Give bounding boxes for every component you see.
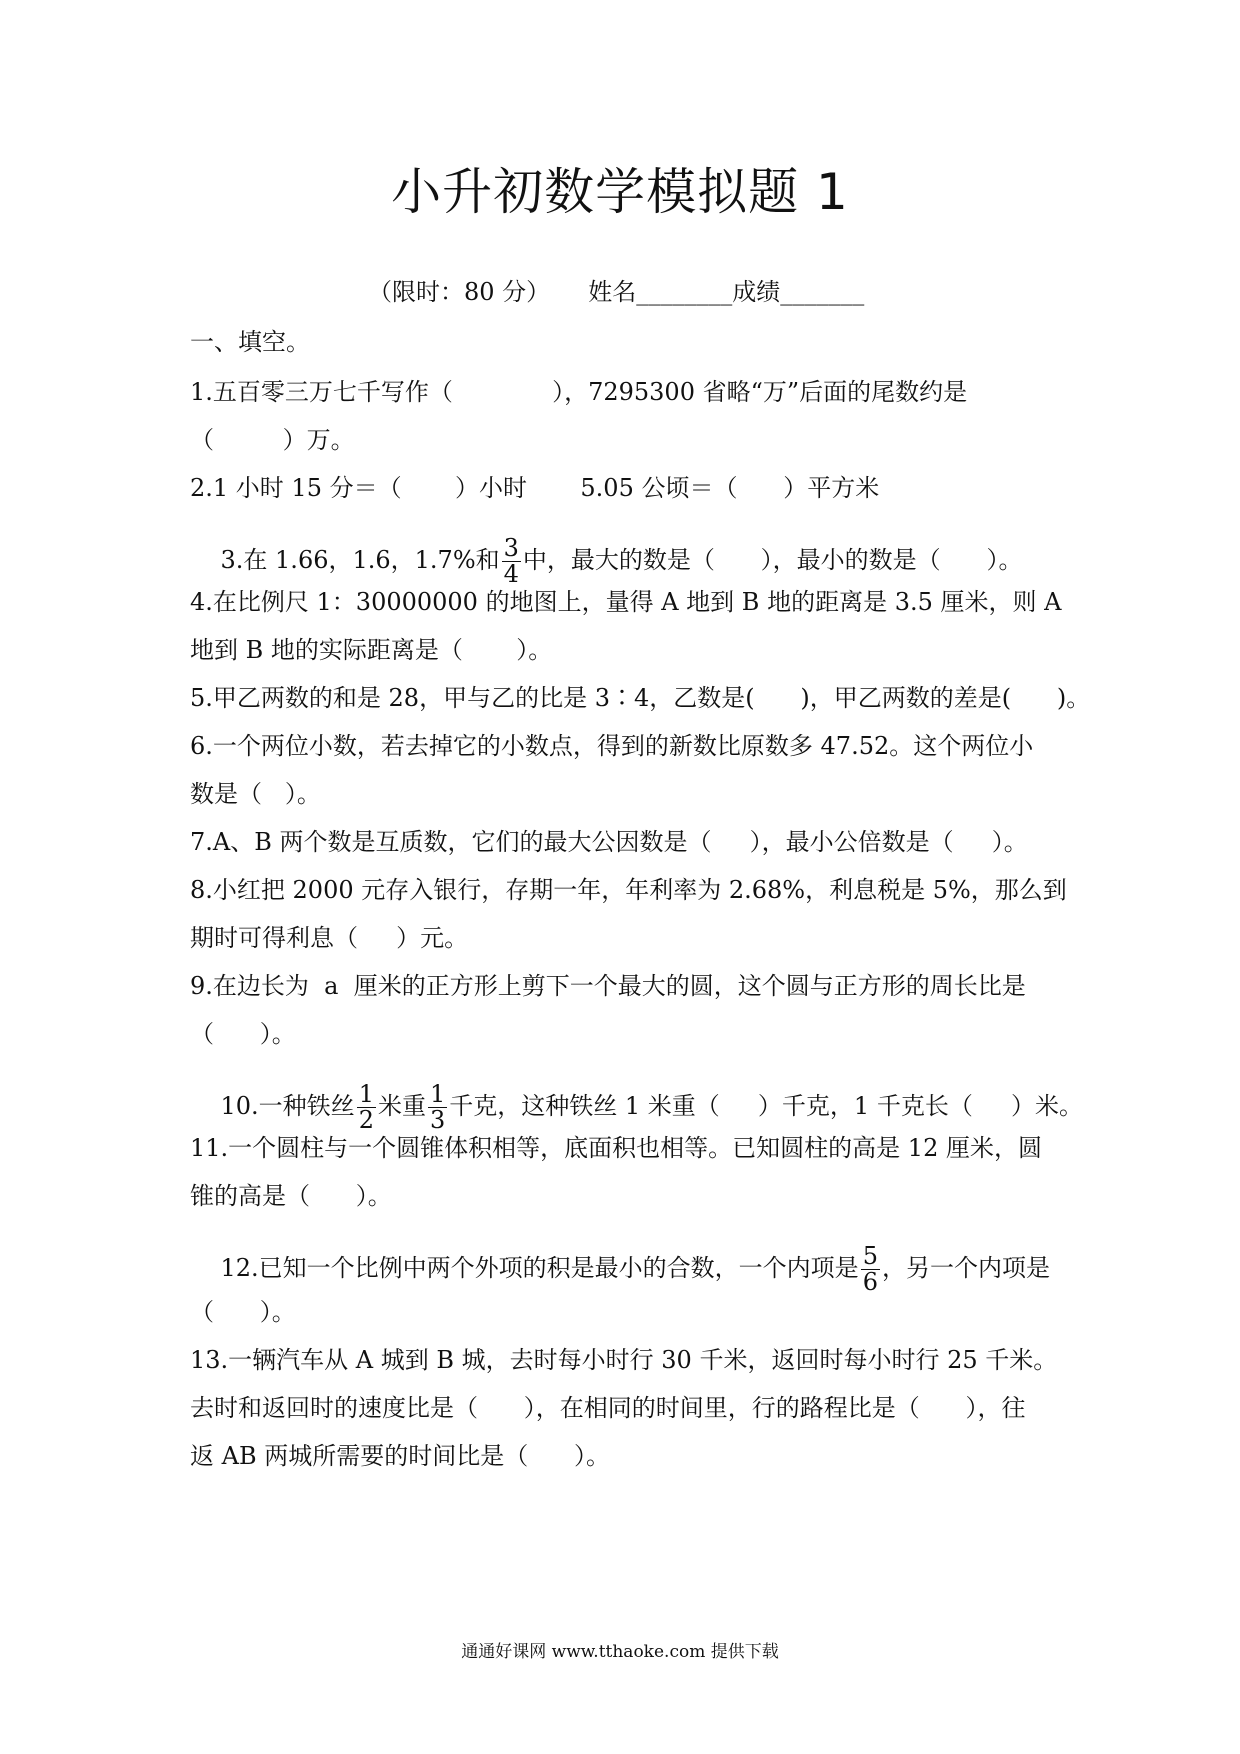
fraction-denominator: 6 xyxy=(862,1268,878,1297)
fraction-3-4 xyxy=(502,536,521,587)
fraction-numerator: 3 xyxy=(503,534,519,562)
question-12-text-a: 12.已知一个比例中两个外项的积是最小的合数，一个内项是 xyxy=(220,1254,859,1283)
fraction-denominator: 4 xyxy=(503,560,519,589)
question-11-line-1: 11.一个圆柱与一个圆锥体积相等，底面积也相等。已知圆柱的高是 12 厘米，圆 xyxy=(190,1134,1042,1162)
fraction-5-6 xyxy=(861,1244,880,1295)
fraction-numerator: 1 xyxy=(429,1080,446,1108)
question-13-line-1: 13.一辆汽车从 A 城到 B 城，去时每小时行 30 千米，返回时每小时行 25 千米。 xyxy=(190,1346,1058,1374)
question-2: 2.1 小时 15 分＝（ ）小时 5.05 公顷＝（ ）平方米 xyxy=(190,474,880,502)
fraction-numerator: 5 xyxy=(862,1242,878,1270)
question-12-text-b: ，另一个内项是 xyxy=(881,1254,1050,1283)
question-8-line-1: 8.小红把 2000 元存入银行，存期一年，年利率为 2.68%，利息税是 5%，那么到 xyxy=(190,876,1067,904)
question-6-line-2: 数是（ ）。 xyxy=(190,780,321,808)
question-1-line-2: （ ）万。 xyxy=(190,426,355,454)
page-title: 小升初数学模拟题 1 xyxy=(391,163,849,221)
question-7: 7.A、B 两个数是互质数，它们的最大公因数是（ ），最小公倍数是（ ）。 xyxy=(190,828,1028,856)
question-3-text-a: 3.在 1.66，1.6，1.7%和 xyxy=(220,546,500,575)
question-13-line-2: 去时和返回时的速度比是（ ），在相同的时间里，行的路程比是（ ），往 xyxy=(190,1394,1026,1422)
fraction-numerator: 1 xyxy=(358,1080,374,1108)
question-6-line-1: 6.一个两位小数，若去掉它的小数点，得到的新数比原数多 47.52。这个两位小 xyxy=(190,732,1034,760)
question-3-text-b: 中，最大的数是（ ），最小的数是（ ）。 xyxy=(522,546,1023,575)
question-10-text-b: 米重 xyxy=(377,1092,426,1121)
question-11-line-2: 锥的高是（ ）。 xyxy=(190,1182,392,1210)
question-8-line-2: 期时可得利息（ ）元。 xyxy=(190,924,469,952)
question-13-line-3: 返 AB 两城所需要的时间比是（ ）。 xyxy=(190,1442,610,1470)
section-heading: 一、填空。 xyxy=(190,328,310,356)
fraction-denominator: 2 xyxy=(358,1106,374,1135)
question-10-text-c: 千克，这种铁丝 1 米重（ ）千克，1 千克长（ ）米。 xyxy=(449,1092,1083,1121)
fraction-1-3 xyxy=(428,1082,447,1133)
fraction-1-2 xyxy=(357,1082,376,1133)
footer-source: 通通好课网 www.tthaoke.com 提供下载 xyxy=(461,1642,779,1662)
question-10-text-a: 10.一种铁丝 xyxy=(220,1092,355,1121)
question-1-line-1: 1.五百零三万七千写作（ ），7295300 省略“万”后面的尾数约是 xyxy=(190,378,968,406)
question-9-line-1: 9.在边长为 a 厘米的正方形上剪下一个最大的圆，这个圆与正方形的周长比是 xyxy=(190,972,1026,1000)
exam-info-line: （限时：80 分） 姓名________成绩_______ xyxy=(368,278,865,306)
question-12-line-2: （ ）。 xyxy=(190,1298,296,1326)
question-12-line-1 xyxy=(190,1216,1050,1323)
fraction-denominator: 3 xyxy=(429,1106,446,1135)
question-9-line-2: （ ）。 xyxy=(190,1020,296,1048)
question-5: 5.甲乙两数的和是 28，甲与乙的比是 3∶4，乙数是( )，甲乙两数的差是( )。 xyxy=(190,684,1091,712)
question-4-line-2: 地到 B 地的实际距离是（ ）。 xyxy=(190,636,553,664)
question-4-line-1: 4.在比例尺 1：30000000 的地图上，量得 A 地到 B 地的距离是 3.5 厘米，则 A xyxy=(190,588,1062,616)
